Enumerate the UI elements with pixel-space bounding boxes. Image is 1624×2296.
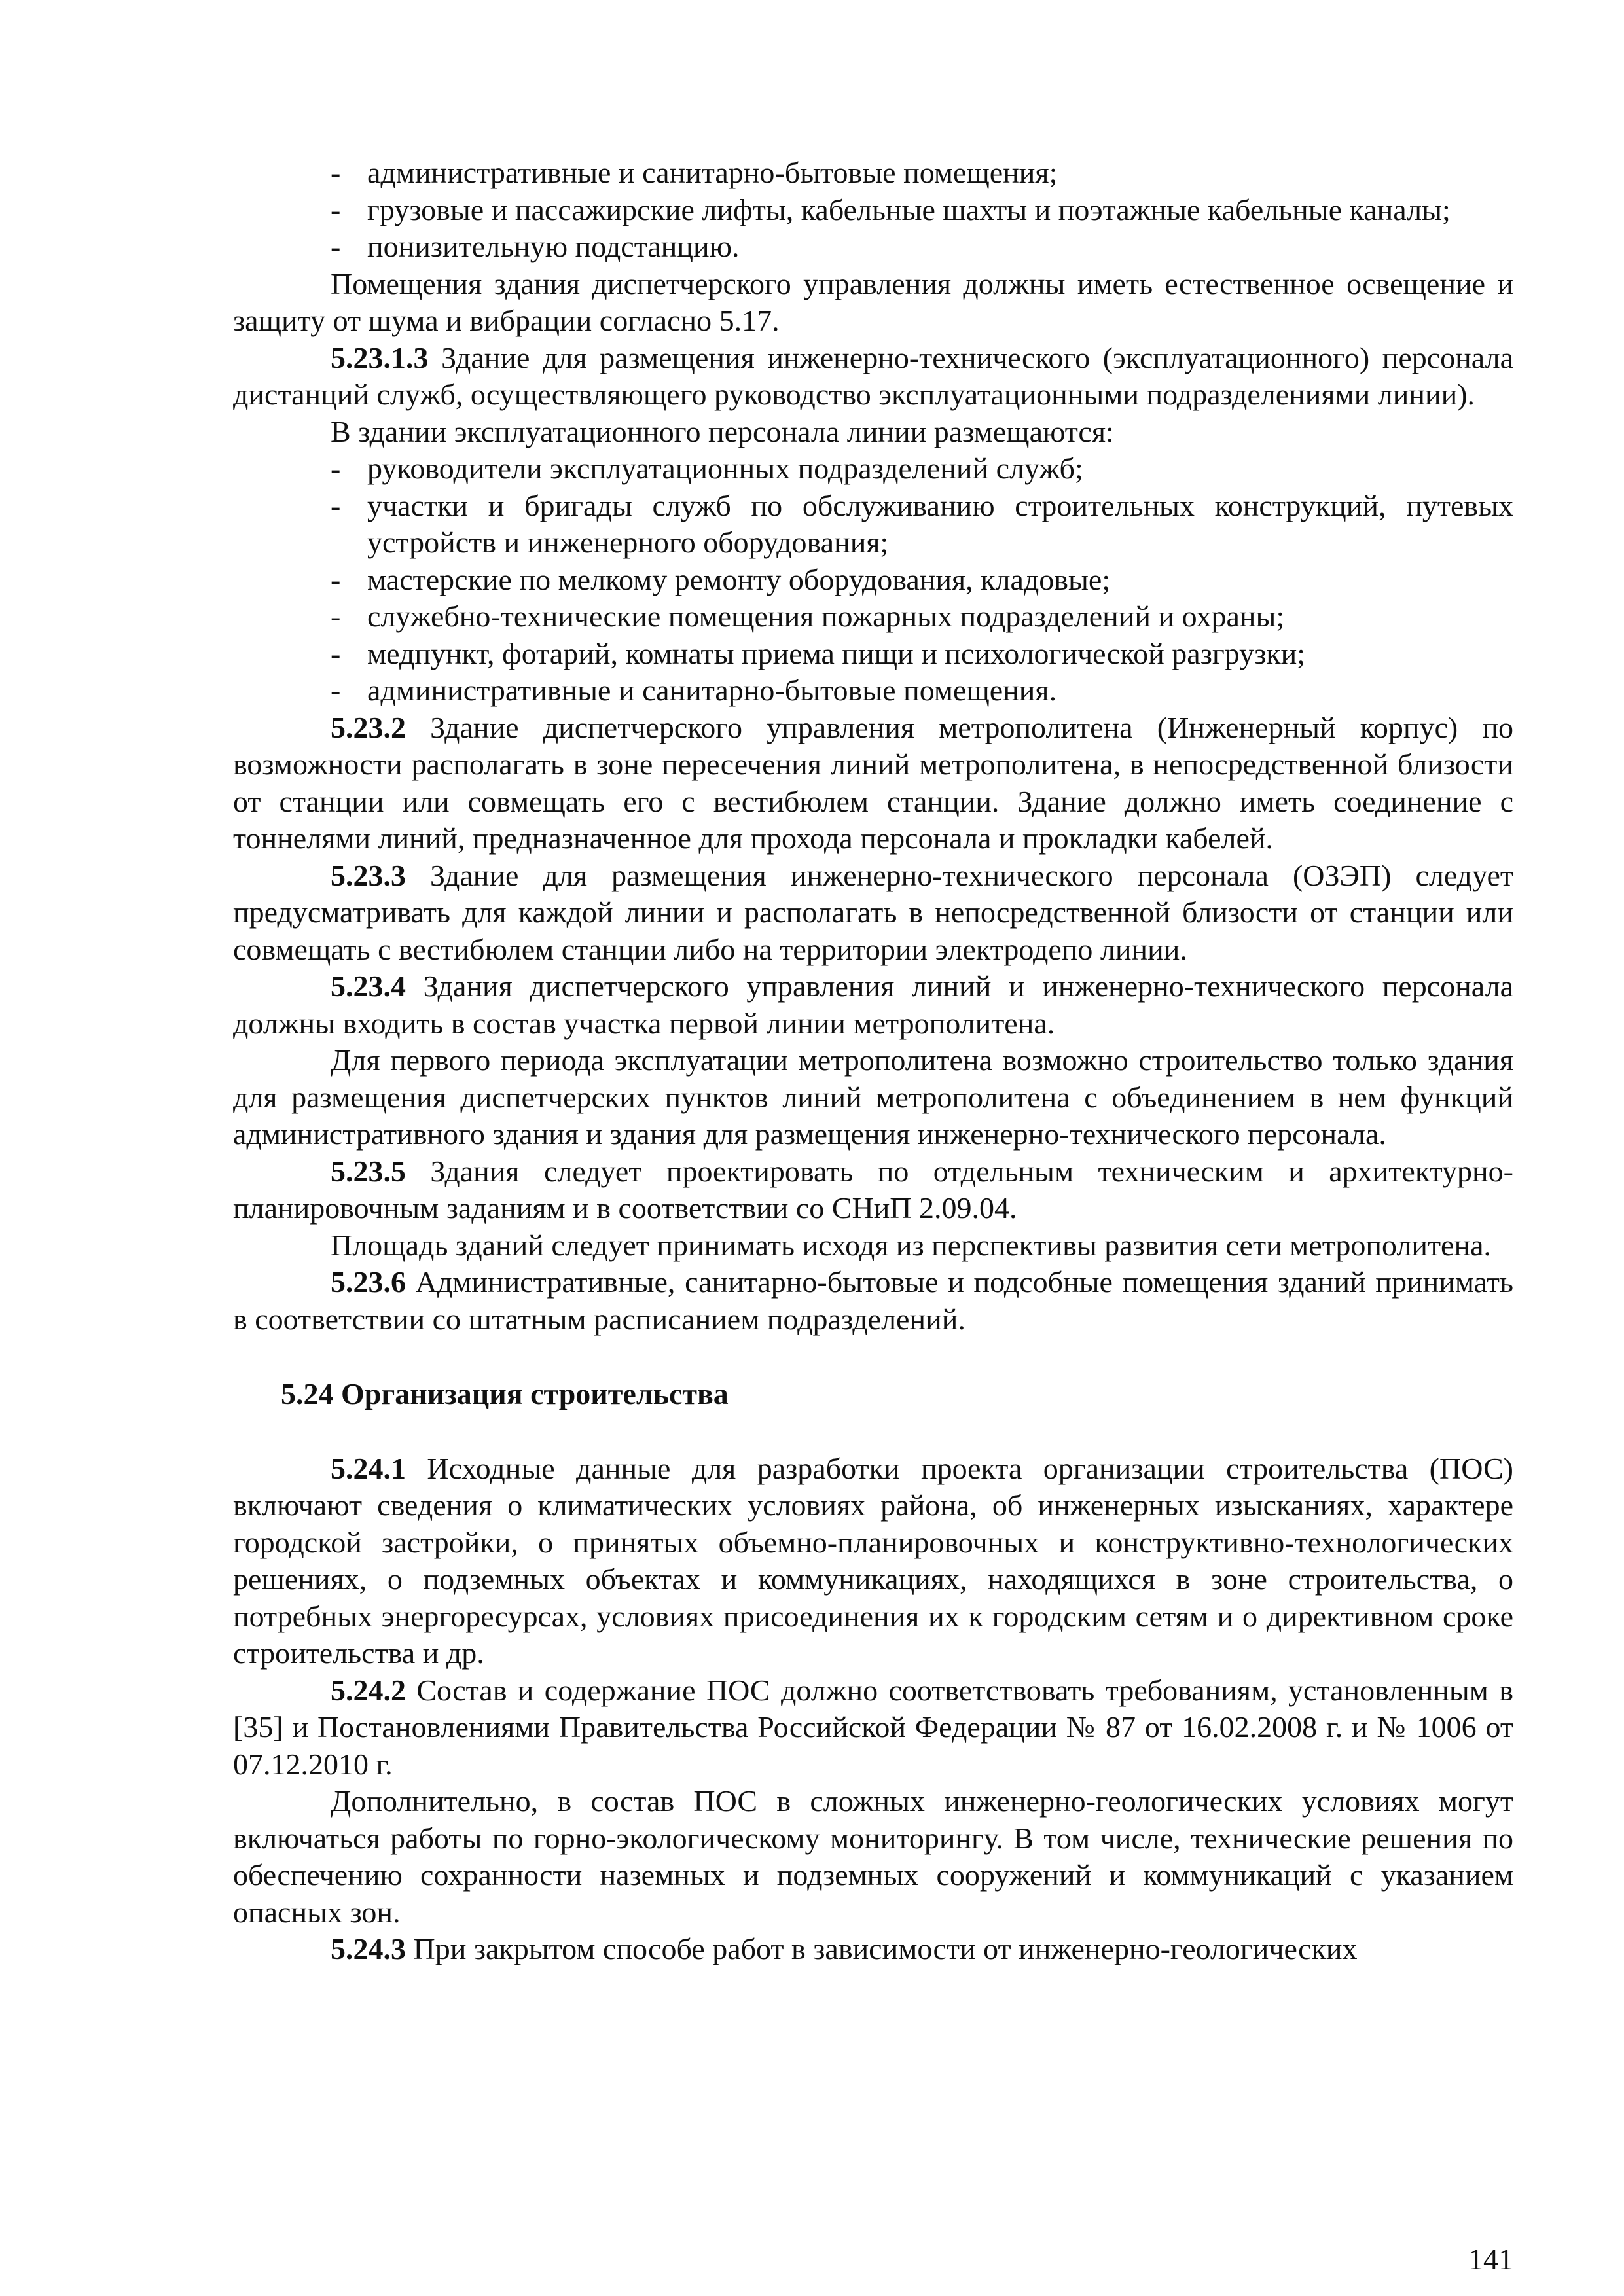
clause-number: 5.23.6 [331,1265,406,1299]
list-item: - мастерские по мелкому ремонту оборудования, кладовые; [233,562,1513,599]
list-dash: - [331,673,341,707]
staff-list [233,450,1513,709]
clause-5-23-6: 5.23.6 Административные, санитарно-бытовые и подсобные помещения зданий принимать в соответствии со штатным расписанием подразделений. [233,1265,1513,1336]
clause-number: 5.23.5 [331,1154,406,1188]
clause-number: 5.23.3 [331,858,406,892]
paragraph-area: Площадь зданий следует принимать исходя из перспективы развития сети метрополитена. [331,1228,1491,1262]
top-list [233,154,1513,266]
list-item: - административные и санитарно-бытовые помещения. [233,672,1513,709]
list-dash: - [331,488,341,522]
list-dash: - [331,156,341,189]
clause-5-24-3: 5.24.3 При закрытом способе работ в зависимости от инженерно-геологических [331,1932,1358,1965]
clause-number: 5.23.4 [331,969,406,1003]
clause-5-23-5: 5.23.5 Здания следует проектировать по отдельным техническим и архитектурно-планировочным заданиям и в соответствии со СНиП 2.09.04. [233,1154,1513,1225]
clause-5-23-4: 5.23.4 Здания диспетчерского управления линий и инженерно-технического персонала должны входить в состав участка первой линии метрополитена. [233,969,1513,1040]
list-dash: - [331,562,341,596]
section-heading-5-24: 5.24 Организация строительства [281,1377,729,1410]
list-dash: - [331,636,341,670]
clause-5-24-2: 5.24.2 Состав и содержание ПОС должно соответствовать требованиям, установленным в [35] и Постановлениями Правительства Российской Федерации № 87 от 16.02.2008 г. и № 1006 от 07.12.2010 г. [233,1673,1513,1781]
list-item: - служебно-технические помещения пожарных подразделений и охраны; [233,598,1513,636]
paragraph-additional: Дополнительно, в состав ПОС в сложных инженерно-геологических условиях могут включаться работы по горно-экологическому мониторингу. В том числе, технические решения по обеспечению сохранности наземных и подземных сооружений и коммуникаций с указанием опасных зон. [233,1784,1513,1929]
clause-number: 5.23.2 [331,710,406,744]
list-item: - участки и бригады служб по обслуживанию строительных конструкций, путевых устройств и инженерного оборудования; [331,488,1513,559]
clause-5-23-3: 5.23.3 Здание для размещения инженерно-технического персонала (ОЗЭП) следует предусматривать для каждой линии и располагать в непосредственной близости от станции или совмещать с вестибюлем станции либо на территории электродепо линии. [233,858,1513,966]
list-dash: - [331,600,341,633]
paragraph-lighting: Помещения здания диспетчерского управления должны иметь естественное освещение и защиту от шума и вибрации согласно 5.17. [233,266,1513,337]
clause-number: 5.23.1.3 [331,340,429,374]
page-number: 141 [1468,2242,1513,2276]
list-item: - административные и санитарно-бытовые помещения; [233,154,1513,192]
list-dash: - [331,230,341,263]
clause-number: 5.24.3 [331,1932,406,1965]
list-item: - руководители эксплуатационных подразделений служб; [233,450,1513,488]
list-item: - понизительную подстанцию. [233,228,1513,266]
paragraph-first-period: Для первого периода эксплуатации метрополитена возможно строительство только здания для размещения диспетчерских пунктов линий метрополитена с объединением в нем функций административного здания и здания для размещения инженерно-технического персонала. [233,1043,1513,1151]
clause-5-23-1-3: 5.23.1.3 Здание для размещения инженерно-технического (эксплуатационного) персонала дистанций служб, осуществляющего руководство эксплуатационными подразделениями линии). [233,340,1513,411]
paragraph-staff-intro: В здании эксплуатационного персонала линии размещаются: [331,414,1114,448]
clause-number: 5.24.2 [331,1673,406,1707]
clause-number: 5.24.1 [331,1451,406,1485]
list-dash: - [331,192,341,226]
list-item: - грузовые и пассажирские лифты, кабельные шахты и поэтажные кабельные каналы; [233,192,1513,229]
list-item: - медпункт, фотарий, комнаты приема пищи и психологической разгрузки; [233,636,1513,673]
page-text [233,154,1513,1968]
list-dash: - [331,452,341,485]
clause-5-24-1: 5.24.1 Исходные данные для разработки проекта организации строительства (ПОС) включают сведения о климатических условиях района, об инженерных изысканиях, характере городской застройки, о принятых объемно-планировочных и конструктивно-технологических решениях, о подземных объектах и коммуникациях, находящихся в зоне строительства, о потребных энергоресурсах, условиях присоединения их к городским сетям и о директивном сроке строительства и др. [233,1451,1513,1670]
clause-5-23-2: 5.23.2 Здание диспетчерского управления метрополитена (Инженерный корпус) по возможности располагать в зоне пересечения линий метрополитена, в непосредственной близости от станции или совмещать его с вестибюлем станции. Здание должно иметь соединение с тоннелями линий, предназначенное для прохода персонала и прокладки кабелей. [233,710,1513,855]
